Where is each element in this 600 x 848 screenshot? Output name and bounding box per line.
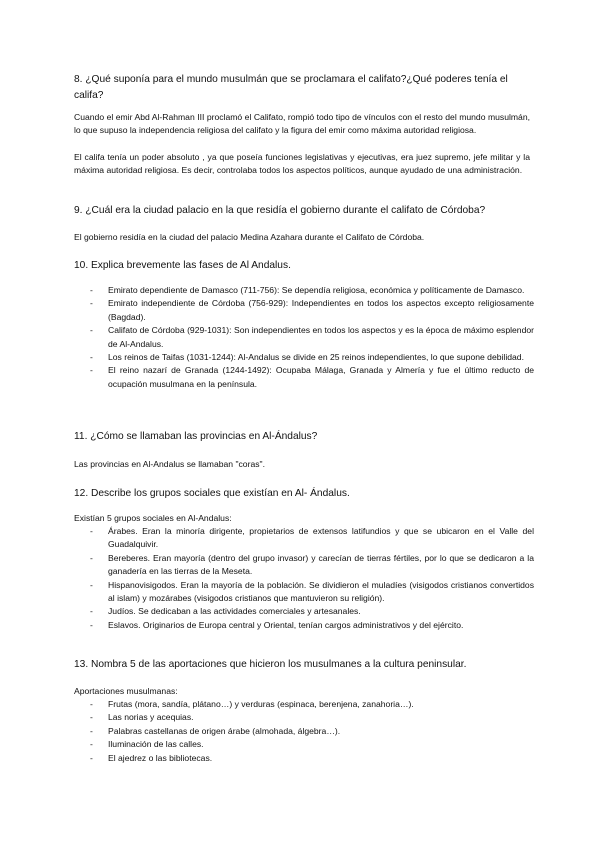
list-item	[74, 752, 534, 765]
question-11-answer: Las provincias en Al-Andalus se llamaban "coras".	[74, 459, 265, 469]
list-item-text: El ajedrez o las bibliotecas.	[108, 752, 213, 763]
list-dash: -	[90, 325, 93, 336]
list-dash: -	[90, 365, 93, 376]
list-dash: -	[90, 552, 93, 563]
list-item	[74, 525, 534, 552]
question-8-paragraph-1: Cuando el emir Abd Al-Rahman III proclamó el Califato, rompió todo tipo de vínculos con el resto del mundo musulmán, lo que supuso la independencia religiosa del califato y la figura del emir como máxima autoridad religiosa.	[74, 112, 530, 136]
list-item	[74, 552, 534, 579]
list-item	[74, 605, 534, 618]
list-dash: -	[90, 526, 93, 536]
question-12-title: 12. Describe los grupos sociales que existían en Al- Ándalus.	[74, 488, 350, 499]
question-9-title: 9. ¿Cuál era la ciudad palacio en la que residía el gobierno durante el califato de Córdoba?	[74, 205, 486, 216]
list-dash: -	[90, 619, 93, 630]
question-13-intro: Aportaciones musulmanas:	[74, 686, 178, 696]
question-10-list	[74, 284, 534, 391]
list-item	[74, 297, 534, 324]
list-item-text: Hispanovisigodos. Eran la mayoría de la población. Se dividieron el muladíes (visigodos cristianos convertidos al islam) y mozárabes (visigodos cristianos que mantuvieron su religión).	[108, 579, 534, 604]
list-item-text: Califato de Córdoba (929-1031): Son independientes en todos los aspectos y es la época de máximo esplendor de Al-Andalus.	[108, 325, 534, 349]
question-13-title: 13. Nombra 5 de las aportaciones que hicieron los musulmanes a la cultura peninsular.	[74, 659, 467, 670]
list-item	[74, 619, 534, 632]
list-item	[74, 698, 534, 711]
question-9-answer: El gobierno residía en la ciudad del palacio Medina Azahara durante el Califato de Córdoba.	[74, 232, 425, 242]
list-item	[74, 364, 534, 391]
list-item-text: Emirato independiente de Córdoba (756-929): Independientes en todos los aspectos excepto religiosamente (Bagdad).	[108, 298, 534, 322]
question-8-title: 8. ¿Qué suponía para el mundo musulmán que se proclamara el califato?¿Qué poderes tenía el califa?	[74, 74, 508, 101]
list-item-text: Judíos. Se dedicaban a las actividades comerciales y artesanales.	[108, 606, 361, 617]
list-dash: -	[90, 285, 93, 295]
list-item	[74, 711, 534, 724]
question-12-intro: Existían 5 grupos sociales en Al-Andalus:	[74, 513, 232, 523]
list-item-text: Los reinos de Taifas (1031-1244): Al-Andalus se divide en 25 reinos independientes, lo que supone debilidad.	[108, 352, 524, 363]
list-item	[74, 324, 534, 351]
list-dash: -	[90, 739, 93, 750]
list-dash: -	[90, 752, 93, 763]
question-11-title: 11. ¿Cómo se llamaban las provincias en Al-Ándalus?	[74, 431, 318, 442]
list-dash: -	[90, 298, 93, 309]
list-item-text: Árabes. Eran la minoría dirigente, propietarios de extensos latifundios y que se ubicaron en el Valle del Guadalquivir.	[108, 526, 534, 550]
list-dash: -	[90, 712, 93, 723]
list-dash: -	[90, 579, 93, 590]
list-item	[74, 579, 534, 606]
list-item	[74, 351, 534, 364]
list-item	[74, 284, 534, 297]
list-dash: -	[90, 352, 93, 363]
question-10-title: 10. Explica brevemente las fases de Al Andalus.	[74, 260, 291, 271]
list-item-text: Iluminación de las calles.	[108, 739, 204, 750]
list-item-text: Las norias y acequias.	[108, 712, 194, 723]
list-item-text: Emirato dependiente de Damasco (711-756): Se dependía religiosa, económica y políticamente de Damasco.	[108, 285, 525, 295]
question-8-paragraph-2: El califa tenía un poder absoluto , ya que poseía funciones legislativas y ejecutivas, era juez supremo, jefe militar y la máxima autoridad religiosa. Es decir, controlaba todos los aspectos políticos, aunque ayudado de una administración.	[74, 152, 530, 176]
question-12-list	[74, 525, 534, 632]
list-item-text: Palabras castellanas de origen árabe (almohada, álgebra…).	[108, 725, 341, 736]
list-dash: -	[90, 725, 93, 736]
list-item-text: Bereberes. Eran mayoría (dentro del grupo invasor) y carecían de tierras fértiles, por lo que se dedicaron a la ganadería en las tierras de la Meseta.	[108, 552, 534, 577]
list-item	[74, 725, 534, 738]
list-item-text: El reino nazarí de Granada (1244-1492): Ocupaba Málaga, Granada y Almería y fue el último reducto de ocupación musulmana en la península.	[108, 365, 534, 389]
list-item-text: Eslavos. Originarios de Europa central y Oriental, tenían cargos administrativos y del ejército.	[108, 619, 464, 630]
list-dash: -	[90, 606, 93, 617]
list-item	[74, 738, 534, 751]
list-dash: -	[90, 699, 93, 709]
list-item-text: Frutas (mora, sandía, plátano…) y verduras (espinaca, berenjena, zanahoria…).	[108, 699, 414, 709]
question-13-list	[74, 698, 534, 765]
